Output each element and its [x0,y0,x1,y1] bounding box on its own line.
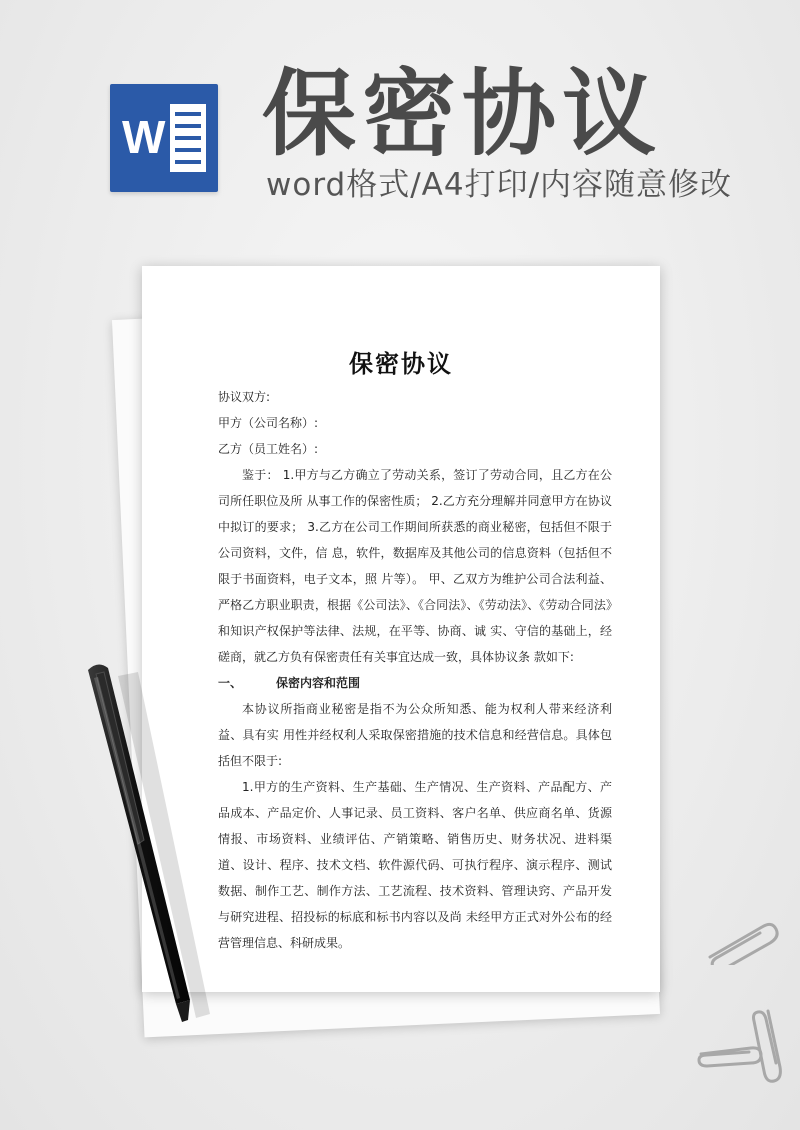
document-body [218,384,612,956]
section-1-item-1: 1.甲方的生产资料、生产基础、生产情况、生产资料、产品配方、产品成本、产品定价、人事记录、员工资料、客户名单、供应商名单、货源情报、市场资料、业绩评估、产销策略、销售历史、财务状况、进料渠道、设计、程序、技术文档、软件源代码、可执行程序、演示程序、测试数据、制作工艺、制作方法、工艺流程、技术资料、管理诀窍、产品开发与研究进程、招投标的标底和标书内容以及尚 未经甲方正式对外公布的经营管理信息、科研成果。 [218,780,612,950]
section-1-title: 保密内容和范围 [276,676,361,690]
party-a-line: 甲方（公司名称）: [218,416,319,430]
party-b-line: 乙方（员工姓名）: [218,442,319,456]
document-title: 保密协议 [349,350,453,378]
hero-title: 保密协议 [262,60,663,169]
document-page [142,266,660,992]
word-logo-lines [170,104,206,172]
section-1-intro: 本协议所指商业秘密是指不为公众所知悉、能为权利人带来经济利益、具有实 用性并经权利人采取保密措施的技术信息和经营信息。具体包括但不限于: [218,702,612,768]
whereas-paragraph: 鉴于： 1.甲方与乙方确立了劳动关系，签订了劳动合同，且乙方在公司所任职位及所 从事工作的保密性质； 2.乙方充分理解并同意甲方在协议中拟订的要求； 3.乙方在公司工作期间所获悉的商业秘密，包括但不限于公司资料，文件，信 息，软件，数据库及其他公司的信息资料（包括但不限于书面资料，电子文本，照 片等）。 甲、乙双方为维护公司合法利益、严格乙方职业职责，根据《公司法》、《合同法》、《劳动法》、《劳动合同法》和知识产权保护等法律、法规，在平等、协商、诚 实、守信的基础上，经磋商，就乙方负有保密责任有关事宜达成一致，具体协议条 款如下: [218,468,612,664]
parties-label: 协议双方: [218,390,271,404]
hero-subtitle: word格式/A4打印/内容随意修改 [266,167,733,203]
word-logo-letter: W [122,111,166,163]
section-1-number: 一、 [218,676,243,690]
word-logo-icon [110,84,218,192]
section-1-heading [218,670,612,696]
